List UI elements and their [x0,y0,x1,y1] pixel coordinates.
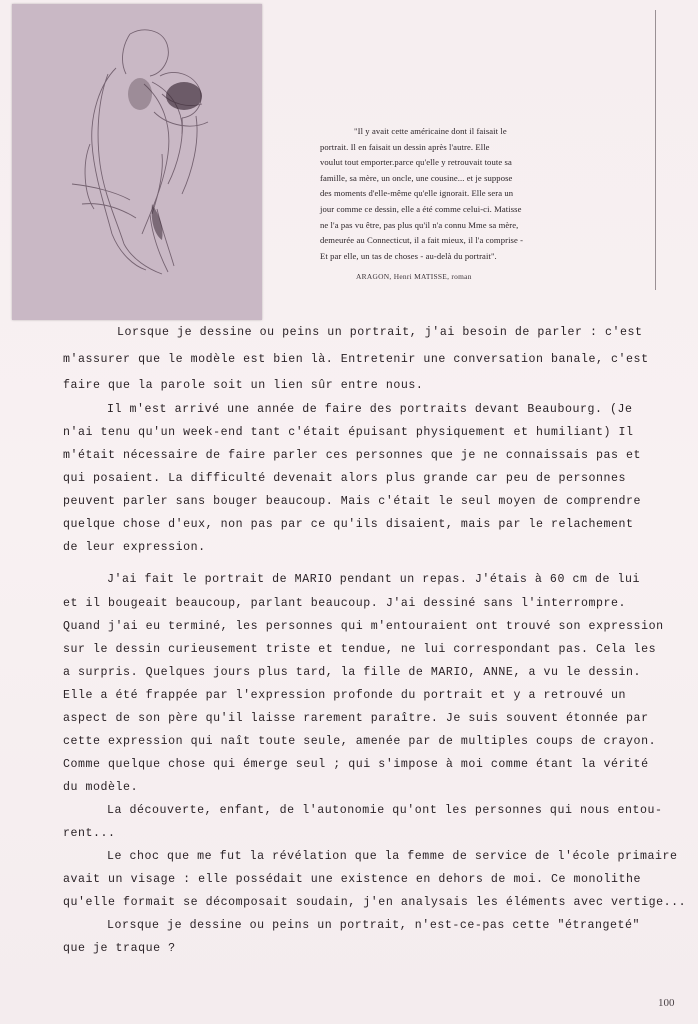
body-line: m'assurer que le modèle est bien là. Entretenir une conversation banale, c'est [63,353,649,366]
body-line: Elle a été frappée par l'expression profonde du portrait et y a retrouvé un [63,689,627,702]
epigraph-line: famille, sa mère, un oncle, une cousine... et je suppose [320,172,513,183]
body-line: peuvent parler sans bouger beaucoup. Mais c'était le seul moyen de comprendre [63,495,642,508]
epigraph-line: jour comme ce dessin, elle a été comme celui-ci. Matisse [320,203,522,214]
epigraph-line: voulut tout emporter.parce qu'elle y retrouvait toute sa [320,157,512,168]
body-line: La découverte, enfant, de l'autonomie qu'ont les personnes qui nous entou- [107,804,663,817]
body-line: J'ai fait le portrait de MARIO pendant un repas. J'étais à 60 cm de lui [107,573,641,586]
body-line: faire que la parole soit un lien sûr entre nous. [63,379,424,392]
page-number: 100 [658,997,675,1009]
body-line: sur le dessin curieusement triste et tendue, ne lui correspondant pas. Cela les [63,643,657,656]
body-line: rent... [63,827,116,840]
epigraph-line: ne l'a pas vu être, pas plus qu'il n'a connu Mme sa mère, [320,219,519,230]
body-line: Lorsque je dessine ou peins un portrait, n'est-ce-pas cette "étrangeté" [107,919,641,932]
epigraph-line: Et par elle, un tas de choses - au-delà du portrait". [320,250,497,261]
body-line: qu'elle formait se décomposait soudain, j'en analysais les éléments avec vertige... [63,896,687,909]
body-line: de leur expression. [63,541,206,554]
epigraph-line: des moments d'elle-même qu'elle ignorait. Elle sera un [320,188,514,199]
body-line: n'ai tenu qu'un week-end tant c'était épuisant physiquement et humiliant) Il [63,426,634,439]
body-line: Quand j'ai eu terminé, les personnes qui m'entouraient ont trouvé son expression [63,620,664,633]
body-line: du modèle. [63,781,139,794]
body-line: Comme quelque chose qui émerge seul ; qui s'impose à moi comme étant la vérité [63,758,649,771]
epigraph-line: demeurée au Connecticut, il a fait mieux, il l'a comprise - [320,235,524,246]
body-line: Lorsque je dessine ou peins un portrait, j'ai besoin de parler : c'est [117,326,643,339]
body-line: que je traque ? [63,942,176,955]
body-line: Le choc que me fut la révélation que la femme de service de l'école primaire [107,850,678,863]
body-line: a surpris. Quelques jours plus tard, la fille de MARIO, ANNE, a vu le dessin. [63,666,642,679]
body-line: aspect de son père qu'il laisse rarement paraître. Je suis souvent étonnée par [63,712,649,725]
epigraph-source: ARAGON, Henri MATISSE, roman [356,272,472,281]
body-line: m'était nécessaire de faire parler ces personnes que je ne connaissais pas et [63,449,642,462]
body-line: avait un visage : elle possédait une existence en dehors de moi. Ce monolithe [63,873,642,886]
epigraph-line: portrait. Il en faisait un dessin après l'autre. Elle [320,141,490,152]
epigraph-line: "Il y avait cette américaine dont il faisait le [354,126,507,136]
body-line: et il bougeait beaucoup, parlant beaucoup. J'ai dessiné sans l'interrompre. [63,597,627,610]
body-line: Il m'est arrivé une année de faire des portraits devant Beaubourg. (Je [107,403,633,416]
body-line: quelque chose d'eux, non pas par ce qu'ils disaient, mais par le relachement [63,518,634,531]
body-line: qui posaient. La difficulté devenait alors plus grande car peu de personnes [63,472,627,485]
body-line: cette expression qui naît toute seule, amenée par de multiples coups de crayon. [63,735,657,748]
